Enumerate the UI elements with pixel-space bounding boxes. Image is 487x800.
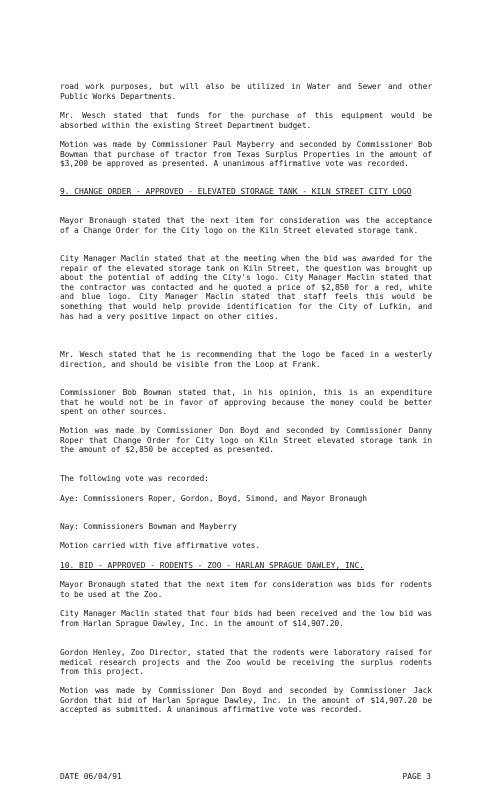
footer-page-number: PAGE 3 — [402, 772, 431, 781]
paragraph-aye: Aye: Commissioners Roper, Gordon, Boyd, Simond, and Mayor Bronaugh — [60, 494, 367, 503]
paragraph-mayor-logo: Mayor Bronaugh stated that the next item for consideration was the acceptance of a Change Order for the City logo on the Kiln Street elevated storage tank. — [60, 216, 432, 235]
paragraph-city-manager-bids: City Manager Maclin stated that four bids had been received and the low bid was from Harlan Sprague Dawley, Inc. in the amount of $14,907.20. — [60, 609, 432, 628]
heading-item-9: 9. CHANGE ORDER - APPROVED - ELEVATED STORAGE TANK - KILN STREET CITY LOGO — [60, 187, 412, 196]
paragraph-vote-recorded: The following vote was recorded: — [60, 474, 209, 483]
paragraph-zoo-director: Gordon Henley, Zoo Director, stated that the rodents were laboratory raised for medical research projects and the Zoo would be receiving the surplus rodents from this project. — [60, 648, 432, 677]
paragraph-wesch-logo: Mr. Wesch stated that he is recommending that the logo be faced in a westerly direction, and should be visible from the Loop at Frank. — [60, 350, 432, 369]
paragraph-bowman-opinion: Commissioner Bob Bowman stated that, in his opinion, this is an expenditure that he would not be in favor of approving because the money could be better spent on other sources. — [60, 388, 432, 417]
paragraph-motion-tractor: Motion was made by Commissioner Paul Mayberry and seconded by Commissioner Bob Bowman that purchase of tractor from Texas Surplus Properties in the amount of $3,200 be approved as presented. A unanimous affirmative vote was recorded. — [60, 140, 432, 169]
paragraph-motion-rodents: Motion was made by Commissioner Don Boyd and seconded by Commissioner Jack Gordon that bid of Harlan Sprague Dawley, Inc. in the amount of $14,907.20 be accepted as submitted. A unanimous affirmative vote was recorded. — [60, 686, 432, 715]
paragraph-mayor-rodents: Mayor Bronaugh stated that the next item for consideration was bids for rodents to be used at the Zoo. — [60, 580, 432, 599]
footer-date: DATE 06/04/91 — [60, 772, 122, 781]
paragraph-motion-carried: Motion carried with five affirmative votes. — [60, 541, 260, 550]
paragraph-funds: Mr. Wesch stated that funds for the purchase of this equipment would be absorbed within the existing Street Department budget. — [60, 111, 432, 130]
paragraph-nay: Nay: Commissioners Bowman and Mayberry — [60, 522, 237, 531]
paragraph-road-work: road work purposes, but will also be utilized in Water and Sewer and other Public Works Departments. — [60, 82, 432, 101]
heading-item-10: 10. BID - APPROVED - RODENTS - ZOO - HARLAN SPRAGUE DAWLEY, INC. — [60, 561, 365, 570]
paragraph-motion-logo: Motion was made by Commissioner Don Boyd and seconded by Commissioner Danny Roper that Change Order for City logo on Kiln Street elevated storage tank in the amount of $2,850 be accepted as presented. — [60, 426, 432, 455]
paragraph-city-manager-logo: City Manager Maclin stated that at the meeting when the bid was awarded for the repair of the elevated storage tank on Kiln Street, the question was brought up about the potential of adding the City's logo. City Manager Maclin stated that the contractor was contacted and he quoted a price of $2,850 for a red, white and blue logo. City Manager Maclin stated that staff feels this would be something that would help provide identification for the City of Lufkin, and has had a very positive impact on other cities. — [60, 254, 432, 321]
